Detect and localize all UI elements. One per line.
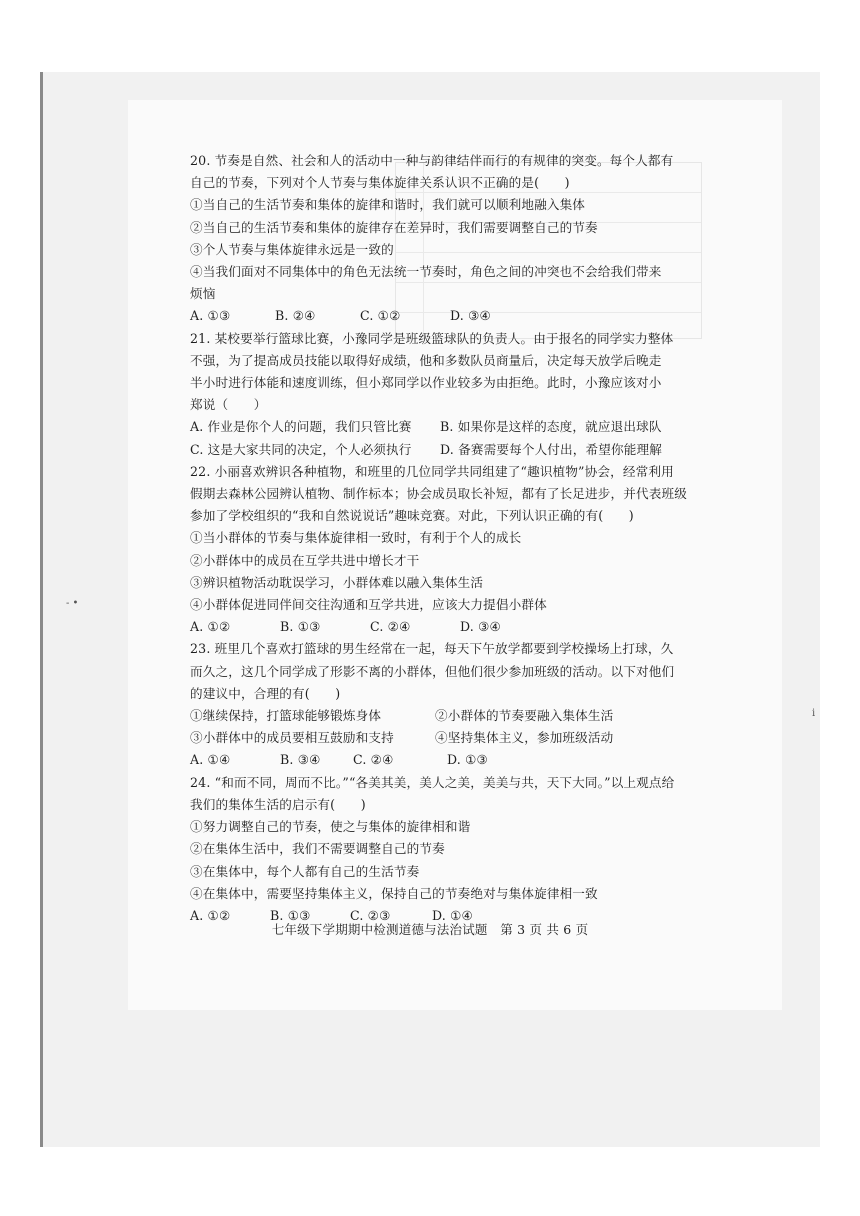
option-a: A. ①④ xyxy=(190,752,231,768)
option-a: A. ①③ xyxy=(190,308,231,324)
statement-pair xyxy=(190,705,700,727)
option-a: A. ①② xyxy=(190,619,231,635)
option-a: A. 作业是你个人的问题，我们只管比赛 xyxy=(190,419,412,435)
option-b: B. 如果你是这样的态度，就应退出球队 xyxy=(440,419,662,435)
option-d: D. ③④ xyxy=(450,308,491,324)
statement: ①当小群体的节奏与集体旋律相一致时，有利于个人的成长 xyxy=(190,530,522,546)
question-stem-line: 20. 节奏是自然、社会和人的活动中一种与韵律结伴而行的有规律的突变。每个人都有 xyxy=(190,153,674,168)
statement: ①继续保持，打篮球能够锻炼身体 xyxy=(190,708,382,724)
question-stem-line: 不强，为了提高成员技能以取得好成绩，他和多数队员商量后，决定每天放学后晚走 xyxy=(190,352,662,368)
option-a: A. ①② xyxy=(190,907,231,923)
statement-pair xyxy=(190,727,700,749)
question-stem-line: 我们的集体生活的启示有( ) xyxy=(190,796,366,812)
question-stem-line: 参加了学校组织的“我和自然说说话”趣味竞赛。对此，下列认识正确的有( ) xyxy=(190,508,634,524)
option-c: C. 这是大家共同的决定，个人必须执行 xyxy=(190,441,412,457)
question-22 xyxy=(190,461,700,639)
statement: ②小群体中的成员在互学共进中增长才干 xyxy=(190,552,420,568)
answer-options xyxy=(190,749,700,771)
option-b: B. ②④ xyxy=(275,308,316,324)
statement: ④当我们面对不同集体中的角色无法统一节奏时，角色之间的冲突也不会给我们带来 xyxy=(190,264,662,280)
statement: ③个人节奏与集体旋律永远是一致的 xyxy=(190,241,394,257)
scan-edge xyxy=(40,72,43,1147)
question-area xyxy=(190,150,700,927)
statement: ④小群体促进同伴间交往沟通和互学共进，应该大力提倡小群体 xyxy=(190,597,547,613)
option-c: C. ②④ xyxy=(353,752,394,768)
question-stem-line: 而久之，这几个同学成了形影不离的小群体，但他们很少参加班级的活动。以下对他们 xyxy=(190,663,675,679)
answer-options xyxy=(190,416,700,438)
statement: ①当自己的生活节奏和集体的旋律和谐时，我们就可以顺利地融入集体 xyxy=(190,197,586,213)
question-stem-line: 半小时进行体能和速度训练，但小郑同学以作业较多为由拒绝。此时，小豫应该对小 xyxy=(190,375,662,391)
statement: ④坚持集体主义，参加班级活动 xyxy=(435,730,614,746)
option-c: C. ②④ xyxy=(370,619,411,635)
option-d: D. ①③ xyxy=(447,752,488,768)
question-stem-line: 24. “和而不同，周而不比。”“各美其美，美人之美，美美与共，天下大同。”以上观点给 xyxy=(190,774,675,790)
question-21 xyxy=(190,328,700,461)
statement: ③辨识植物活动耽误学习，小群体难以融入集体生活 xyxy=(190,574,484,590)
question-stem-line: 自己的节奏，下列对个人节奏与集体旋律关系认识不正确的是( ) xyxy=(190,175,570,191)
question-24 xyxy=(190,772,700,927)
question-23 xyxy=(190,638,700,771)
question-stem-line: 郑说（ ） xyxy=(190,397,267,413)
question-stem-line: 21. 某校要举行篮球比赛，小豫同学是班级篮球队的负责人。由于报名的同学实力整体 xyxy=(190,330,674,346)
option-d: D. ①④ xyxy=(432,907,473,923)
statement: ③小群体中的成员要相互鼓励和支持 xyxy=(190,730,394,746)
option-c: C. ①② xyxy=(360,308,401,324)
option-d: D. ③④ xyxy=(460,619,501,635)
statement: ①努力调整自己的节奏，使之与集体的旋律相和谐 xyxy=(190,819,471,835)
statement: ③在集体中，每个人都有自己的生活节奏 xyxy=(190,863,420,879)
statement: ②小群体的节奏要融入集体生活 xyxy=(435,708,614,724)
question-stem-line: 22. 小丽喜欢辨识各种植物，和班里的几位同学共同组建了“趣识植物”协会，经常利用 xyxy=(190,463,674,479)
option-c: C. ②③ xyxy=(350,907,391,923)
option-b: B. ③④ xyxy=(280,752,321,768)
speck-mark: - • xyxy=(66,598,79,609)
speck-mark: ⅰ xyxy=(812,708,816,719)
option-b: B. ①③ xyxy=(270,907,311,923)
question-stem-line: 23. 班里几个喜欢打篮球的男生经常在一起，每天下午放学都要到学校操场上打球，久 xyxy=(190,641,674,657)
option-d: D. 备赛需要每个人付出，希望你能理解 xyxy=(440,441,663,457)
question-stem-line: 的建议中，合理的有( ) xyxy=(190,685,341,701)
question-stem-line: 假期去森林公园辨认植物、制作标本；协会成员取长补短，都有了长足进步，并代表班级 xyxy=(190,486,688,502)
statement: ④在集体中，需要坚持集体主义，保持自己的节奏绝对与集体旋律相一致 xyxy=(190,885,598,901)
page-footer: 七年级下学期期中检测道德与法治试题 第 3 页 共 6 页 xyxy=(271,922,589,937)
answer-options xyxy=(190,616,700,638)
answer-options xyxy=(190,439,700,461)
statement: ②在集体生活中，我们不需要调整自己的节奏 xyxy=(190,841,445,857)
answer-options xyxy=(190,305,700,327)
option-b: B. ①③ xyxy=(280,619,321,635)
statement: ②当自己的生活节奏和集体的旋律存在差异时，我们需要调整自己的节奏 xyxy=(190,219,598,235)
question-20 xyxy=(190,150,700,328)
statement: 烦恼 xyxy=(190,286,216,302)
